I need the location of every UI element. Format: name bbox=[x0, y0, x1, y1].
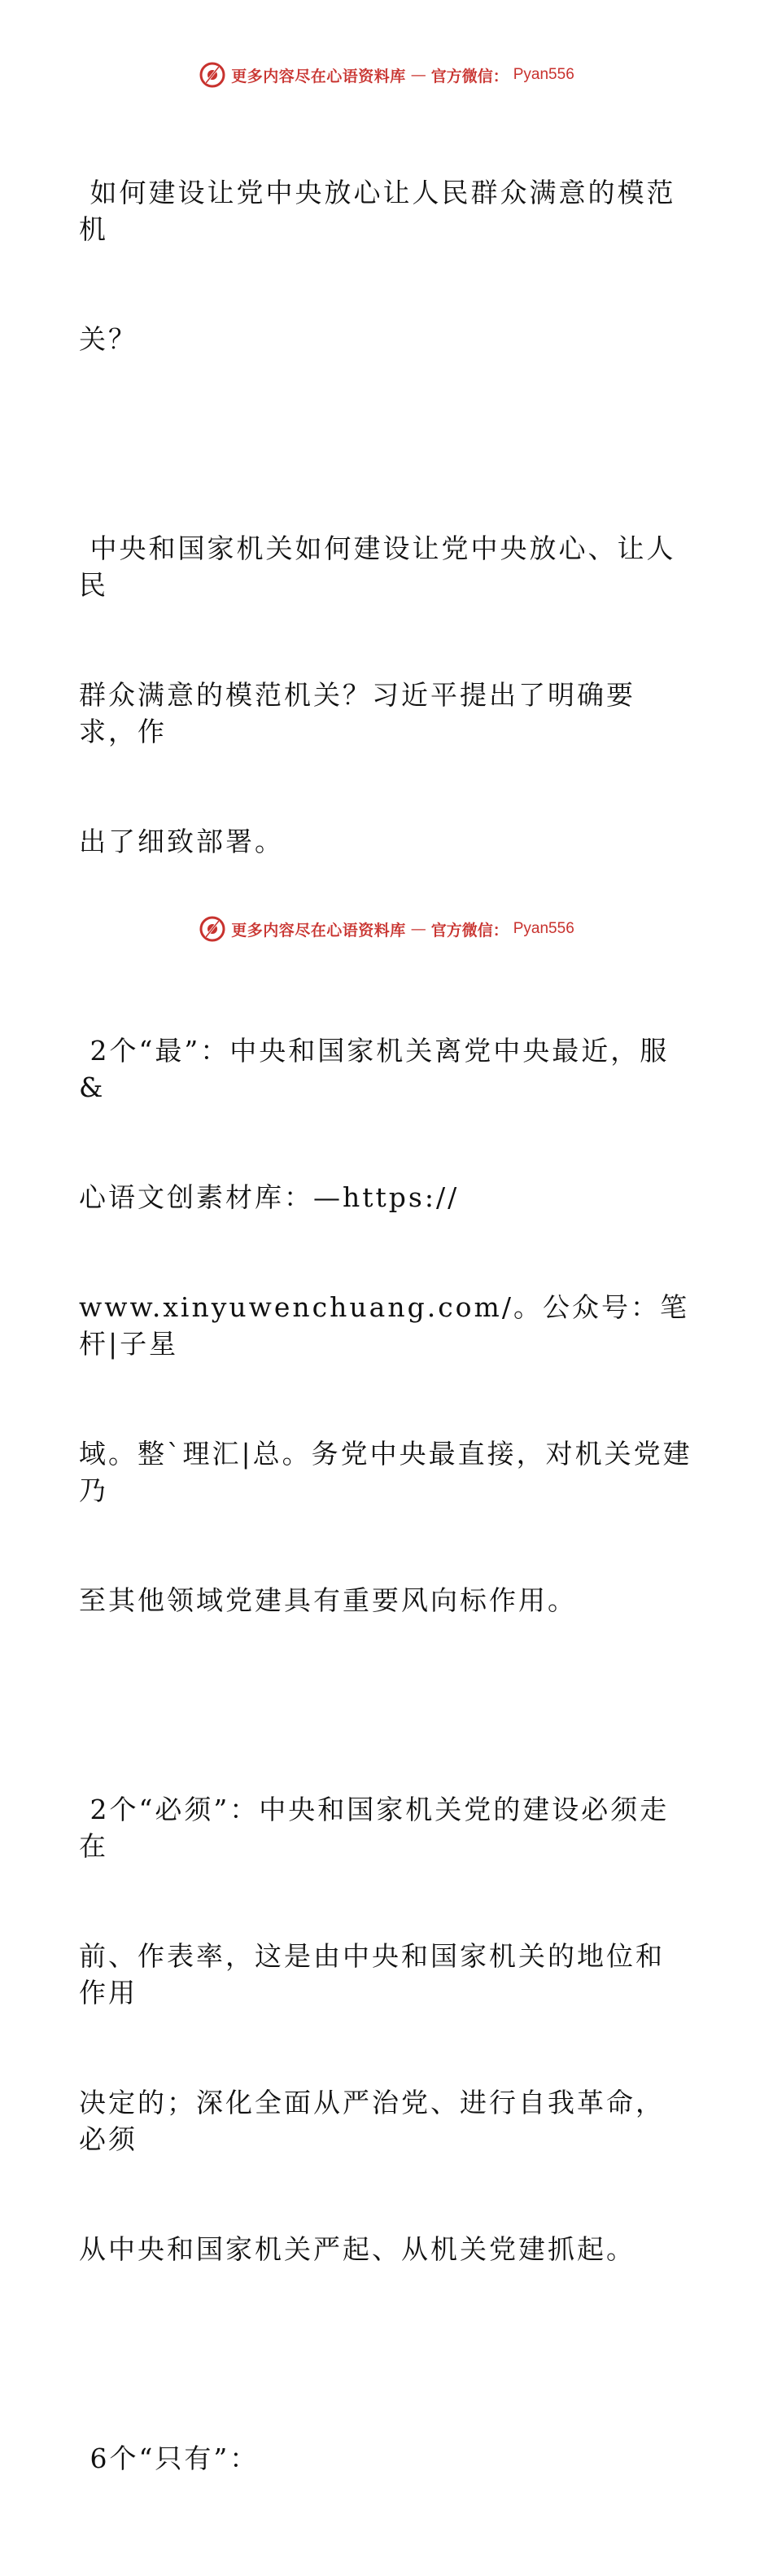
header-banner bbox=[0, 59, 773, 91]
text-line: 决定的；深化全面从严治党、进行自我革命，必须 bbox=[79, 2087, 665, 2155]
wechat-label: 官方微信： bbox=[430, 921, 509, 940]
wechat-id: Pyan556 bbox=[513, 920, 574, 937]
promo-dash: — bbox=[410, 920, 426, 938]
text-line: 前、作表率，这是由中央和国家机关的地位和作用 bbox=[79, 1940, 665, 2009]
text-line: 2个“必须”：中央和国家机关党的建设必须走在 bbox=[79, 1794, 670, 1862]
paragraph-title bbox=[79, 101, 693, 431]
text-line: 如何建设让党中央放心让人民群众满意的模范机 bbox=[79, 177, 676, 245]
paragraph-two-most bbox=[79, 959, 693, 1692]
text-line: 6个“只有”： bbox=[79, 2442, 260, 2474]
brand-logo-icon bbox=[199, 915, 226, 943]
text-line: 域。整`理汇|总。务党中央最直接，对机关党建乃 bbox=[79, 1438, 692, 1506]
document-body bbox=[79, 101, 693, 2576]
text-line: 至其他领域党建具有重要风向标作用。 bbox=[79, 1584, 577, 1616]
brand-logo-icon bbox=[199, 61, 226, 89]
promo-dash: — bbox=[410, 66, 426, 84]
text-line: 从中央和国家机关严起、从机关党建抓起。 bbox=[79, 2233, 635, 2265]
promo-text: 更多内容尽在心语资料库 bbox=[231, 67, 406, 85]
text-line: 群众满意的模范机关？习近平提出了明确要求，作 bbox=[79, 679, 635, 747]
text-line: 出了细致部署。 bbox=[79, 826, 284, 857]
text-line: 关？ bbox=[79, 323, 138, 355]
paragraph-intro bbox=[79, 457, 693, 933]
paragraph-two-must bbox=[79, 1718, 693, 2341]
promo-text: 更多内容尽在心语资料库 bbox=[231, 921, 406, 940]
text-line: 心语文创素材库：—https:// bbox=[79, 1181, 460, 1213]
text-line: 2个“最”：中央和国家机关离党中央最近，服& bbox=[79, 1035, 670, 1103]
text-line: www.xinyuwenchuang.com/。公众号：笔杆|子星 bbox=[79, 1291, 689, 1360]
paragraph-six-only bbox=[79, 2367, 693, 2550]
wechat-id: Pyan556 bbox=[513, 66, 574, 83]
wechat-label: 官方微信： bbox=[430, 67, 509, 85]
text-line: 中央和国家机关如何建设让党中央放心、让人民 bbox=[79, 532, 676, 601]
footer-banner bbox=[0, 913, 773, 945]
